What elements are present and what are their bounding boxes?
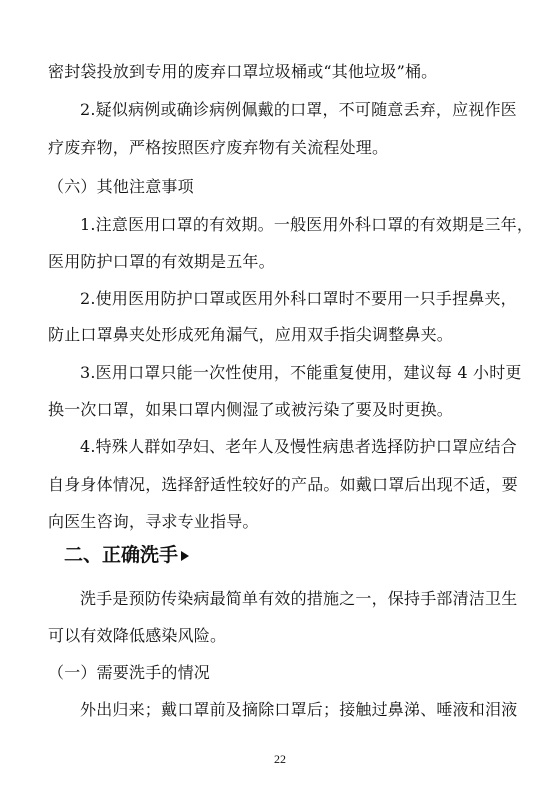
- subsection-title: （六）其他注意事项: [48, 177, 194, 196]
- paragraph-line: 1.注意医用口罩的有效期。一般医用外科口罩的有效期是三年，: [80, 215, 534, 234]
- paragraph-line: 换一次口罩，如果口罩内侧湿了或被污染了要及时更换。: [48, 400, 454, 419]
- paragraph-line: 向医生咨询，寻求专业指导。: [48, 512, 259, 531]
- paragraph-line: 4.特殊人群如孕妇、老年人及慢性病患者选择防护口罩应结合: [80, 437, 517, 456]
- paragraph-line: 洗手是预防传染病最简单有效的措施之一，保持手部清洁卫生: [80, 589, 518, 608]
- arrow-right-icon: [181, 551, 189, 561]
- paragraph-line: 3.医用口罩只能一次性使用，不能重复使用，建议每 4 小时更: [80, 363, 522, 382]
- section-heading-text: 二、正确洗手: [64, 544, 179, 566]
- paragraph-line: 防止口罩鼻夹处形成死角漏气，应用双手指尖调整鼻夹。: [48, 325, 454, 344]
- paragraph-line: 医用防护口罩的有效期是五年。: [48, 252, 275, 271]
- paragraph-line: 密封袋投放到专用的废弃口罩垃圾桶或“其他垃圾”桶。: [48, 62, 438, 81]
- paragraph-line: 可以有效降低感染风险。: [48, 626, 227, 645]
- paragraph-line: 2.疑似病例或确诊病例佩戴的口罩，不可随意丢弃，应视作医: [80, 100, 517, 119]
- paragraph-line: 外出归来；戴口罩前及摘除口罩后；接触过鼻涕、唾液和泪液: [80, 700, 518, 719]
- page-number: 22: [274, 752, 286, 766]
- section-heading: [64, 543, 189, 567]
- subsection-title: （一）需要洗手的情况: [48, 663, 211, 682]
- paragraph-line: 疗废弃物，严格按照医疗废弃物有关流程处理。: [48, 138, 389, 157]
- paragraph-line: 2.使用医用防护口罩或医用外科口罩时不要用一只手捏鼻夹，: [80, 289, 517, 308]
- paragraph-line: 自身身体情况，选择舒适性较好的产品。如戴口罩后出现不适，要: [48, 475, 518, 494]
